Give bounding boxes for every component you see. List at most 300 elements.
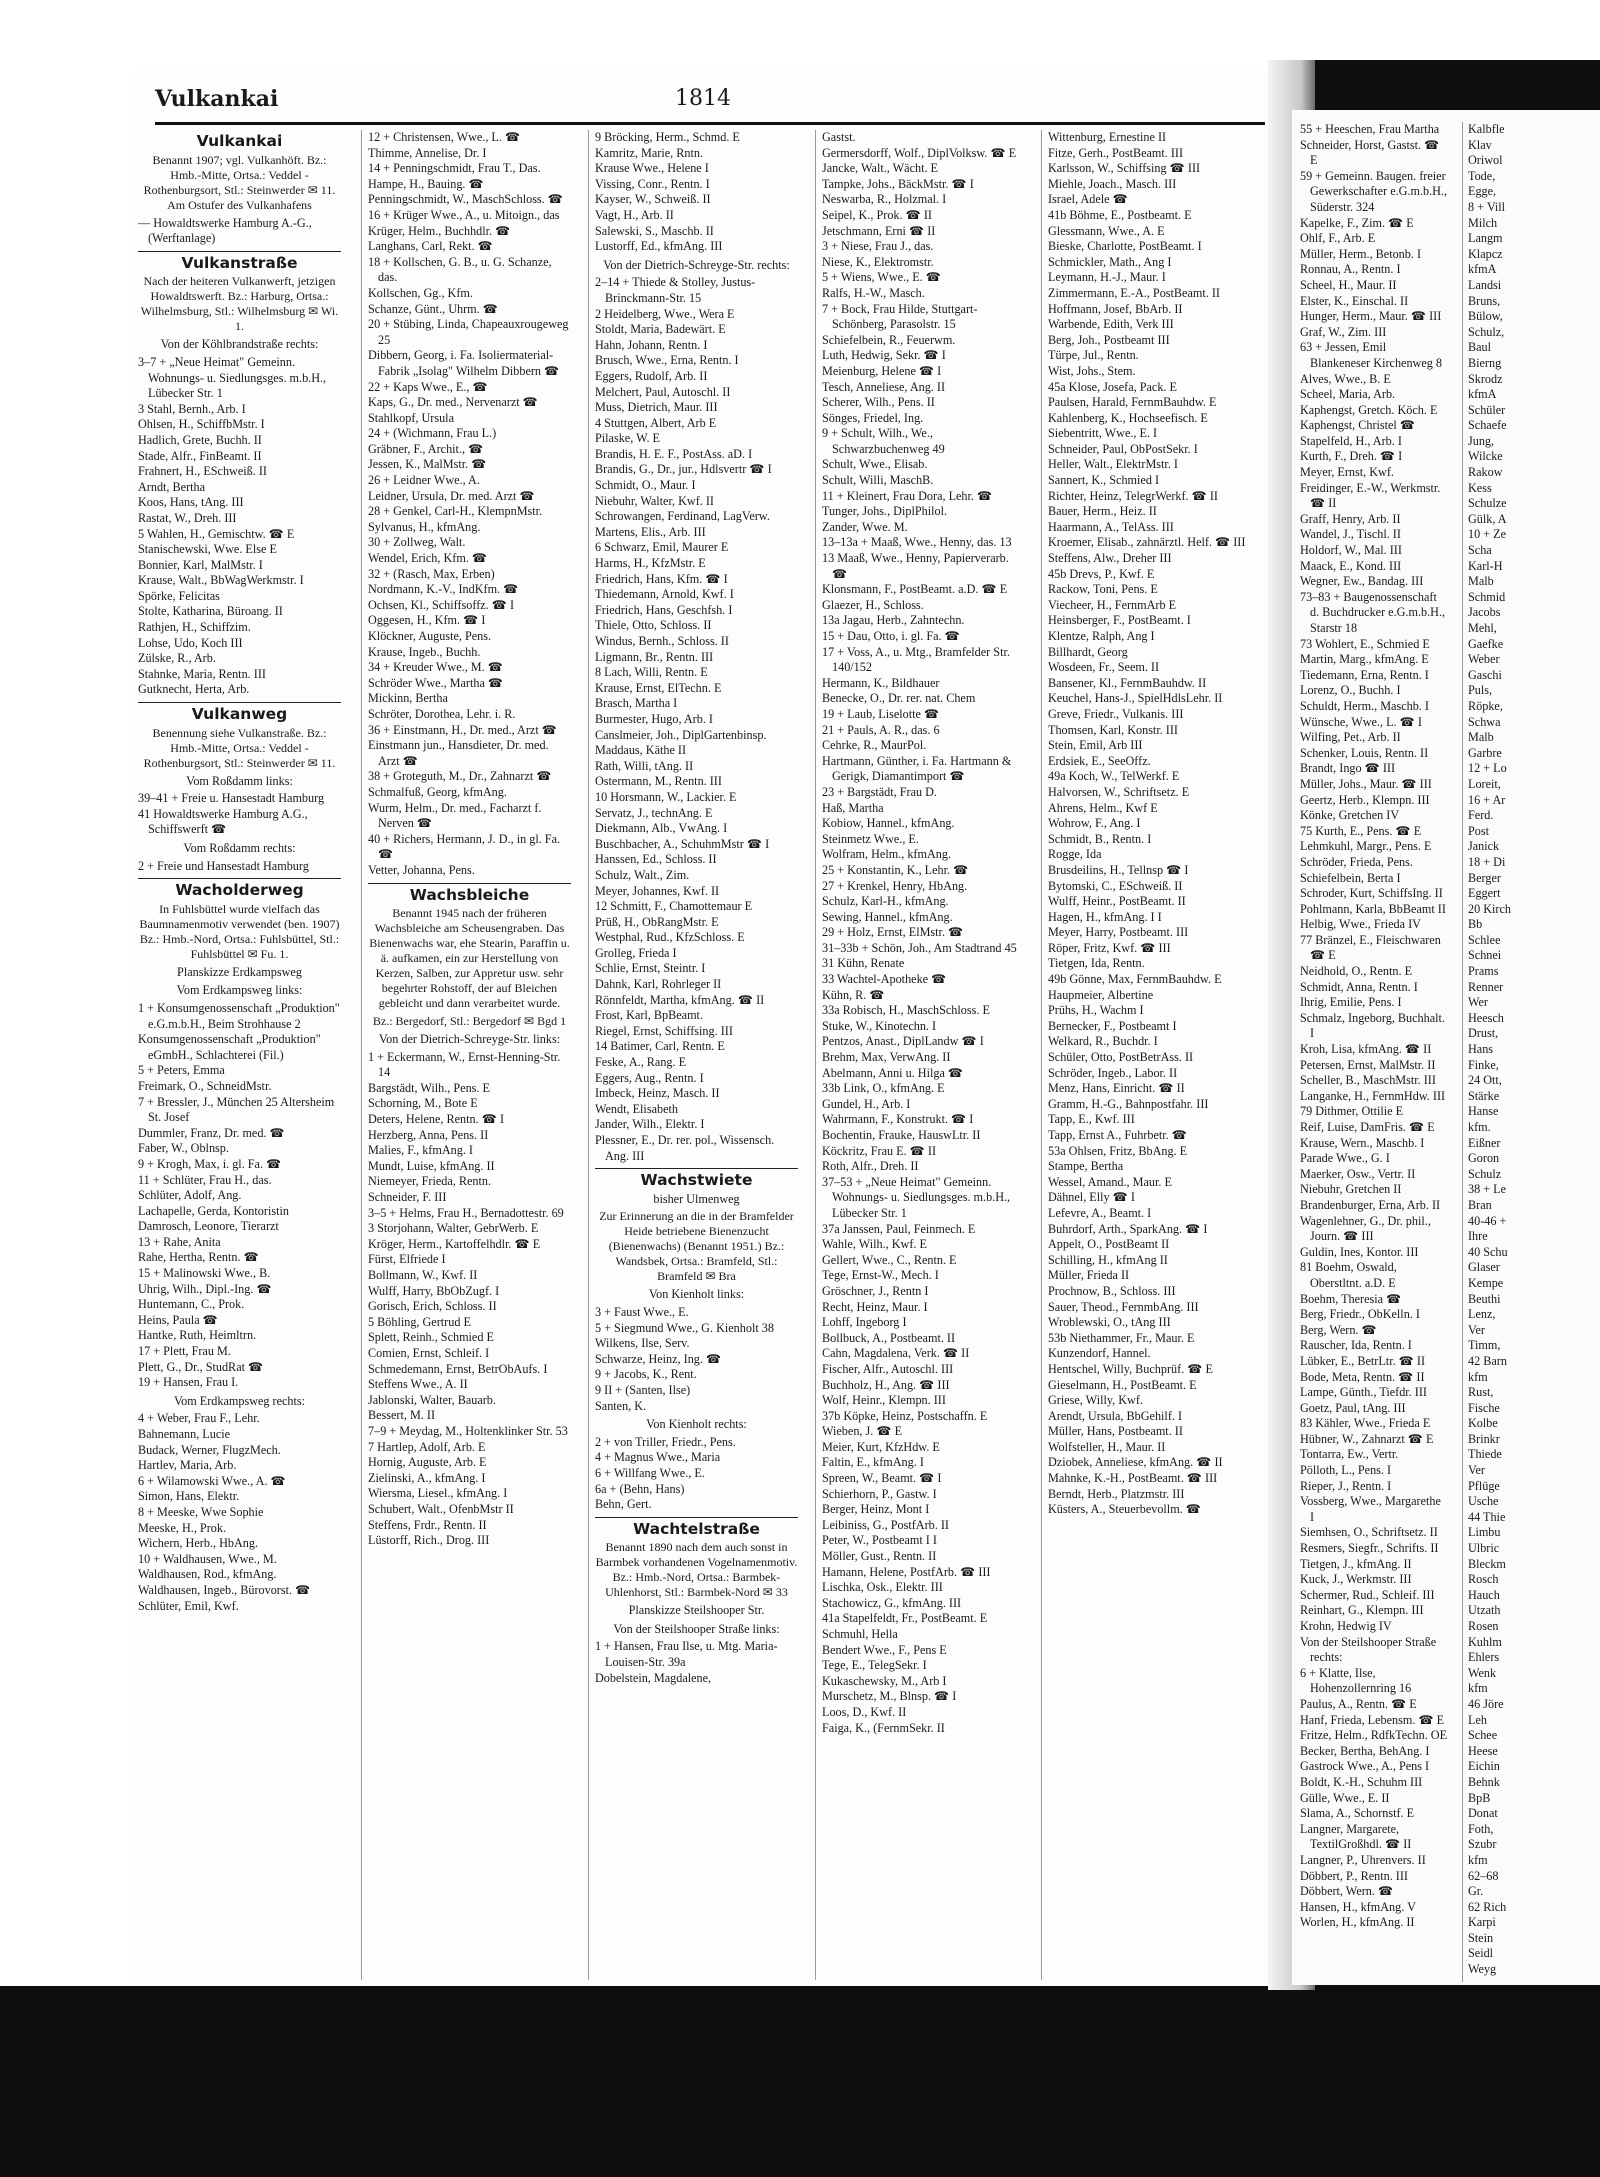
resident-entry: 81 Boehm, Oswald, Oberstltnt. a.D. E xyxy=(1300,1260,1397,1290)
street-description: Benannt 1907; vgl. Vulkanhöft. Bz.: Hmb.-Mitte, Ortsa.: Veddel - Rothenburgsort, Stl.: Steinwerder ✉ 11. Am Ostufer des Vulkanhafens xyxy=(143,152,336,212)
resident-entry: Bleckm xyxy=(1468,1556,1506,1571)
resident-entry: Plessner, E., Dr. rer. pol., Wissensch. Ang. III xyxy=(595,1133,775,1163)
resident-entry: Bahnemann, Lucie xyxy=(138,1427,231,1441)
resident-entry: Brandis, H. E. F., PostAss. aD. I xyxy=(595,446,753,461)
resident-entry: Klonsmann, F., PostBeamt. a.D. ☎ E xyxy=(822,582,1008,597)
resident-entry: Damrosch, Leonore, Tierarzt xyxy=(138,1219,279,1234)
resident-entry: 75 Kurth, E., Pens. ☎ E xyxy=(1300,823,1422,838)
resident-entry: Prüß, H., ObRangMstr. E xyxy=(595,914,719,929)
resident-entry: Heinsberger, F., PostBeamt. I xyxy=(1048,613,1191,628)
resident-entry: 11 + Schlüter, Frau H., das. xyxy=(138,1172,272,1187)
resident-entry: Schult, Willi, MaschB. xyxy=(822,473,934,488)
resident-entry: 16 + Krüger Wwe., A., u. Mitoign., das xyxy=(368,207,560,222)
resident-entry: Prochnow, B., Schloss. III xyxy=(1048,1283,1176,1298)
resident-entry: Neswarba, R., Holzmal. I xyxy=(822,192,947,207)
resident-entry: 20 + Stübing, Linda, Chapeauxrougeweg 25 xyxy=(368,317,569,347)
resident-entry: Usche xyxy=(1468,1494,1499,1509)
resident-entry: Murschetz, M., Blnsp. ☎ I xyxy=(822,1689,957,1704)
resident-entry: Bran xyxy=(1468,1197,1492,1212)
resident-entry: Pohlmann, Karla, BbBeamt II xyxy=(1300,901,1446,916)
resident-entry: Rathjen, H., Schiffzim. xyxy=(138,620,251,635)
resident-entry: Jacobs xyxy=(1468,605,1501,620)
resident-entry: Dahnk, Karl, Rohrleger II xyxy=(595,977,722,992)
resident-entry: Rauscher, Ida, Rentn. I xyxy=(1300,1338,1412,1353)
direction-subheading: Vom Roßdamm links: xyxy=(186,773,293,788)
resident-entry: Ostermann, M., Rentn. III xyxy=(595,774,722,789)
resident-entry: Schmedemann, Ernst, BetrObAufs. I xyxy=(368,1361,548,1376)
resident-entry: Dummler, Franz, Dr. med. ☎ xyxy=(138,1125,285,1140)
resident-entry: Faiga, K., (FernmSekr. II xyxy=(822,1720,945,1735)
resident-entry: Rath, Willi, tAng. II xyxy=(595,758,694,773)
resident-entry: 73–83 + Baugenossenschaft d. Buchdrucker e.G.m.b.H., Starstr 18 xyxy=(1300,589,1446,635)
resident-entry: 10 + Waldhausen, Wwe., M. xyxy=(138,1551,277,1566)
resident-entry: Stuke, W., Kinotechn. I xyxy=(822,1018,937,1033)
resident-entry: 10 + Ze xyxy=(1468,527,1507,542)
resident-entry: Brehm, Max, VerwAng. II xyxy=(822,1050,951,1065)
resident-entry: Rogge, Ida xyxy=(1048,847,1102,862)
resident-entry: Ohlf, F., Arb. E xyxy=(1300,231,1376,246)
resident-entry: 10 Horsmann, W., Lackier. E xyxy=(595,789,737,804)
resident-entry: Garbre xyxy=(1468,745,1502,760)
resident-entry: Diekmann, Alb., VwAng. I xyxy=(595,821,728,836)
resident-entry: Gieselmann, H., PostBeamt. E xyxy=(1048,1377,1197,1392)
resident-entry: Tege, Ernst-W., Mech. I xyxy=(822,1268,939,1283)
resident-entry: Brusch, Wwe., Erna, Rentn. I xyxy=(595,353,739,368)
resident-entry: Finke, xyxy=(1468,1057,1499,1072)
resident-entry: Egge, xyxy=(1468,184,1497,199)
resident-entry: Eggers, Aug., Rentn. I xyxy=(595,1070,704,1085)
resident-entry: 63 + Jessen, Emil Blankeneser Kirchenweg 8 xyxy=(1300,340,1442,370)
resident-entry: Hornig, Auguste, Arb. E xyxy=(368,1455,487,1470)
resident-entry: 4 Stuttgen, Albert, Arb E xyxy=(595,415,717,430)
resident-entry: Köckritz, Frau E. ☎ II xyxy=(822,1143,937,1158)
resident-entry: Schermer, Rud., Schleif. III xyxy=(1300,1587,1435,1602)
resident-entry: Kobiow, Hannel., kfmAng. xyxy=(822,816,955,831)
resident-entry: 9 Bröcking, Herm., Schmd. E xyxy=(595,130,740,144)
resident-entry: Friedrich, Hans, Kfm. ☎ I xyxy=(595,571,728,586)
resident-entry: Jablonski, Walter, Bauarb. xyxy=(368,1392,496,1407)
resident-entry: Loreit, xyxy=(1468,776,1501,791)
resident-entry: Graf, W., Zim. III xyxy=(1300,324,1387,339)
resident-entry: Friedrich, Hans, Geschfsh. I xyxy=(595,602,733,617)
resident-entry: Lohse, Udo, Koch III xyxy=(138,635,243,650)
resident-entry: Eggers, Rudolf, Arb. II xyxy=(595,368,708,383)
resident-entry: Kess xyxy=(1468,480,1492,495)
resident-entry: Sylvanus, H., kfmAng. xyxy=(368,519,481,534)
resident-entry: Leibiniss, G., PostfArb. II xyxy=(822,1517,949,1532)
resident-entry: 29 + Holz, Ernst, ElMstr. ☎ xyxy=(822,925,964,940)
resident-entry: Jessen, K., MalMstr. ☎ xyxy=(368,457,487,472)
resident-entry: 42 Barn xyxy=(1468,1353,1507,1368)
resident-entry: Viecheer, H., FernmArb E xyxy=(1048,597,1177,612)
street-description: Benannt 1945 nach der früheren Wachsbleiche am Scheusengraben. Das Bienenwachs war, ehe Stearin, Paraffin u. ä. aufkamen, ein zur Herstellung von Kerzen, Salben, zur Appretur usw. sehr begehrter Rohstoff, der auf Bleichen gebleicht und dann verarbeitet wurde. xyxy=(369,906,570,1011)
resident-entry: Stachowicz, G., kfmAng. III xyxy=(822,1595,962,1610)
resident-entry: Reinhart, G., Klempn. III xyxy=(1300,1603,1424,1618)
resident-entry: Wolfram, Helm., kfmAng. xyxy=(822,847,951,862)
resident-entry: kfm xyxy=(1468,1852,1488,1867)
resident-entry: Rosen xyxy=(1468,1619,1499,1633)
resident-entry: Arendt, Ursula, BbGehilf. I xyxy=(1048,1408,1183,1423)
resident-entry: Warbende, Edith, Verk III xyxy=(1048,317,1174,332)
direction-subheading: Von der Steilshooper Straße links: xyxy=(613,1621,780,1636)
resident-entry: Lohff, Ingeborg I xyxy=(822,1315,907,1330)
resident-entry: Malb xyxy=(1468,730,1494,745)
resident-entry: Pölloth, L., Pens. I xyxy=(1300,1463,1392,1478)
resident-entry: Niese, K., Elektromstr. xyxy=(822,254,934,269)
resident-entry: Kamritz, Marie, Rntn. xyxy=(595,145,703,160)
resident-entry: 45b Drevs, P., Kwf. E xyxy=(1048,566,1155,581)
resident-entry: Riegel, Ernst, Schiffsing. III xyxy=(595,1023,733,1038)
resident-entry: Kayser, W., Schweiß. II xyxy=(595,192,711,207)
resident-entry: 15 + Dau, Otto, i. gl. Fa. ☎ xyxy=(822,629,960,643)
resident-entry: Ahrens, Helm., Kwf E xyxy=(1048,800,1158,815)
resident-entry: 13 Maaß, Wwe., Henny, Papierverarb. ☎ xyxy=(822,551,1009,581)
resident-entry: Maerker, Osw., Vertr. II xyxy=(1300,1166,1416,1181)
resident-entry: Fitze, Gerh., PostBeamt. III xyxy=(1048,145,1184,160)
resident-entry: Bonnier, Karl, MalMstr. I xyxy=(138,557,263,572)
resident-entry: Lachapelle, Gerda, Kontoristin xyxy=(138,1203,289,1218)
resident-entry: Vagt, H., Arb. II xyxy=(595,207,674,222)
resident-entry: 27 + Krenkel, Henry, HbAng. xyxy=(822,878,968,893)
resident-entry: Wolfsteller, H., Maur. II xyxy=(1048,1439,1166,1454)
resident-entry: Kollschen, Gg., Kfm. xyxy=(368,285,473,300)
resident-entry: Imbeck, Heinz, Masch. II xyxy=(595,1086,720,1101)
resident-entry: Siemhsen, O., Schriftsetz. II xyxy=(1300,1525,1438,1540)
resident-entry: Schneider, Paul, ObPostSekr. I xyxy=(1048,441,1198,456)
resident-entry: Krause, Ingeb., Buchh. xyxy=(368,644,481,659)
resident-entry: Lampe, Günth., Tiefdr. III xyxy=(1300,1385,1427,1400)
resident-entry: Landsi xyxy=(1468,277,1502,292)
resident-entry: Brandt, Ingo ☎ III xyxy=(1300,761,1396,776)
resident-entry: 33a Robisch, H., MaschSchloss. E xyxy=(822,1003,990,1018)
resident-entry: Konsumgenossenschaft „Produktion" eGmbH., Schlachterei (Fil.) xyxy=(138,1032,321,1062)
resident-entry: Loos, D., Kwf. II xyxy=(822,1704,907,1719)
resident-entry: Lenz, xyxy=(1468,1307,1496,1322)
resident-entry: Timm, xyxy=(1468,1338,1501,1353)
resident-entry: Brinkr xyxy=(1468,1431,1500,1446)
resident-entry: Langhans, Carl, Rekt. ☎ xyxy=(368,239,493,254)
resident-entry: Goron xyxy=(1468,1151,1500,1166)
resident-entry: Parade Wwe., G. I xyxy=(1300,1151,1390,1166)
resident-entry: Skrodz xyxy=(1468,371,1503,386)
resident-entry: Wer xyxy=(1468,995,1488,1010)
resident-entry: Eichin xyxy=(1468,1759,1500,1774)
resident-entry: Oriwol xyxy=(1468,153,1503,168)
resident-entry: Beuthi xyxy=(1468,1291,1501,1306)
resident-entry: Schmidt, Anna, Rentn. I xyxy=(1300,979,1418,994)
resident-entry: 1 + Konsumgenossenschaft „Produktion" e.G.m.b.H., Beim Strohhause 2 xyxy=(138,1000,340,1031)
resident-entry: Germersdorff, Wolf., DiplVolksw. ☎ E xyxy=(822,145,1017,160)
resident-entry: Schnei xyxy=(1468,948,1502,963)
resident-entry: 38 + Le xyxy=(1468,1182,1507,1197)
resident-entry: Rieper, J., Rentn. I xyxy=(1300,1478,1392,1493)
resident-entry: Rönnfeldt, Martha, kfmAng. ☎ II xyxy=(595,992,765,1007)
resident-entry: Heese xyxy=(1468,1743,1498,1758)
street-description: Benannt 1890 nach dem auch sonst in Barmbek vorhandenen Vogelnamenmotiv. Bz.: Hmb.-Nord, Ortsa.: Barmbek-Uhlenhorst, Stl.: Barmbek-Nord ✉ 33 xyxy=(595,1540,798,1600)
resident-entry: 3 Stahl, Bernh., Arb. I xyxy=(138,401,246,416)
resident-entry: Gastrock Wwe., A., Pens I xyxy=(1300,1759,1430,1774)
resident-entry: Gülk, A xyxy=(1468,511,1507,526)
resident-entry: Martens, Elis., Arb. III xyxy=(595,524,706,539)
resident-entry: Stanischewski, Wwe. Else E xyxy=(138,542,277,557)
resident-entry: 17 + Plett, Frau M. xyxy=(138,1344,231,1359)
resident-entry: Wünsche, Wwe., L. ☎ I xyxy=(1300,714,1422,729)
resident-entry: Muss, Dietrich, Maur. III xyxy=(595,400,718,415)
resident-entry: Bieske, Charlotte, PostBeamt. I xyxy=(1048,239,1202,254)
resident-entry: Cehrke, R., MaurPol. xyxy=(822,738,927,753)
resident-entry: Niemeyer, Frieda, Rentn. xyxy=(368,1174,492,1189)
resident-entry: Jetschmann, Erni ☎ II xyxy=(822,223,936,238)
resident-entry: Lüstorff, Rich., Drog. III xyxy=(368,1533,490,1548)
resident-entry: 7 Hartlep, Adolf, Arb. E xyxy=(368,1439,486,1454)
resident-entry: Bochentin, Frauke, HauswLtr. II xyxy=(822,1128,981,1142)
resident-entry: Bernecker, F., Postbeamt I xyxy=(1048,1018,1177,1033)
resident-entry: Bode, Meta, Rentn. ☎ II xyxy=(1300,1369,1425,1384)
resident-entry: Bruns, xyxy=(1468,293,1501,308)
resident-entry: Bierng xyxy=(1468,355,1502,370)
resident-entry: Tode, xyxy=(1468,168,1496,183)
resident-entry: Gr. xyxy=(1468,1884,1484,1899)
resident-entry: Becker, Bertha, BehAng. I xyxy=(1300,1743,1430,1758)
resident-entry: Rahe, Hertha, Rentn. ☎ xyxy=(138,1250,259,1265)
resident-entry: Vetter, Johanna, Pens. xyxy=(368,862,475,877)
resident-entry: Wegner, Ew., Bandag. III xyxy=(1300,574,1424,589)
resident-entry: Klav xyxy=(1468,137,1492,152)
resident-entry: Gaschi xyxy=(1468,667,1502,682)
resident-entry: Leh xyxy=(1468,1712,1487,1727)
directory-column-4 xyxy=(815,130,1025,1980)
resident-entry: 6a + (Behn, Hans) xyxy=(595,1481,685,1496)
resident-entry: Post xyxy=(1468,823,1490,838)
resident-entry: Schee xyxy=(1468,1728,1498,1743)
resident-entry: Ihre xyxy=(1468,1229,1488,1244)
resident-entry: Haß, Martha xyxy=(822,800,884,815)
resident-entry: 5 + Wiens, Wwe., E. ☎ xyxy=(822,270,941,285)
direction-subheading: Von der Dietrich-Schreyge-Str. links: xyxy=(378,1032,561,1047)
resident-entry: Brandenburger, Erna, Arb. II xyxy=(1300,1197,1441,1212)
directory-page-right xyxy=(1292,110,1600,1985)
resident-entry: 53a Ohlsen, Fritz, BbAng. E xyxy=(1048,1143,1188,1158)
resident-entry: 14 Batimer, Carl, Rentn. E xyxy=(595,1039,725,1054)
resident-entry: 31 Kühn, Renate xyxy=(822,956,905,971)
resident-entry: 79 Dithmer, Ottilie E xyxy=(1300,1104,1404,1119)
resident-entry: Seipel, K., Prok. ☎ II xyxy=(822,207,932,222)
resident-entry: kfm xyxy=(1468,1369,1488,1384)
resident-entry: Kaps, G., Dr. med., Nervenarzt ☎ xyxy=(368,395,538,410)
resident-entry: Hauch xyxy=(1468,1587,1500,1602)
resident-entry: Rastat, W., Dreh. III xyxy=(138,510,237,525)
resident-entry: Mahnke, K.-H., PostBeamt. ☎ III xyxy=(1048,1471,1218,1486)
resident-entry: Scha xyxy=(1468,543,1492,558)
resident-entry: Windus, Bernh., Schloss. II xyxy=(595,634,729,648)
resident-entry: Gräbner, F., Archit., ☎ xyxy=(368,441,484,456)
resident-entry: 19 + Laub, Liselotte ☎ xyxy=(822,706,940,721)
resident-entry: 5 Böhling, Gertrud E xyxy=(368,1314,471,1329)
right-page-column-1 xyxy=(1300,122,1448,1982)
resident-entry: Schüler, Otto, PostBetrAss. II xyxy=(1048,1050,1194,1065)
resident-entry: Schlüter, Emil, Kwf. xyxy=(138,1598,239,1613)
resident-entry: 5 Wahlen, H., Gemischtw. ☎ E xyxy=(138,526,295,541)
resident-entry: Langner, P., Uhrenvers. II xyxy=(1300,1852,1426,1867)
resident-entry: Stahnke, Maria, Rentn. III xyxy=(138,666,266,681)
resident-entry: Wiersma, Liesel., kfmAng. I xyxy=(368,1486,508,1501)
resident-entry: kfmA xyxy=(1468,387,1497,402)
resident-entry: Jander, Wilh., Elektr. I xyxy=(595,1117,705,1132)
resident-entry: Canslmeier, Joh., DiplGartenbinsp. xyxy=(595,727,767,742)
resident-entry: Servatz, J., technAng. E xyxy=(595,805,713,820)
resident-entry: Tampke, Johs., BäckMstr. ☎ I xyxy=(822,176,974,191)
resident-entry: 4 + Magnus Wwe., Maria xyxy=(595,1450,721,1465)
resident-entry: Hartlev, Maria, Arb. xyxy=(138,1458,237,1473)
resident-entry: Bollbuck, A., Postbeamt. II xyxy=(822,1330,956,1345)
resident-entry: Stolte, Katharina, Büroang. II xyxy=(138,604,283,619)
resident-entry: Lefevre, A., Beamt. I xyxy=(1048,1205,1152,1220)
resident-entry: 73 Wohlert, E., Schmied E xyxy=(1300,636,1430,651)
resident-entry: Türpe, Jul., Rentn. xyxy=(1048,348,1139,363)
resident-entry: Oggesen, H., Kfm. ☎ I xyxy=(368,613,486,628)
directory-column-5 xyxy=(1041,130,1251,1980)
resident-entry: Wahrmann, F., Konstrukt. ☎ I xyxy=(822,1112,974,1127)
resident-entry: Gaefke xyxy=(1468,636,1504,651)
resident-entry: Pentzos, Anast., DiplLandw ☎ I xyxy=(822,1034,984,1049)
resident-entry: Thiele, Otto, Schloss. II xyxy=(595,618,712,633)
resident-entry: Glaezer, H., Schloss. xyxy=(822,597,924,612)
resident-entry: 62–68 xyxy=(1468,1868,1499,1883)
resident-entry: 37b Köpke, Heinz, Postschaffn. E xyxy=(822,1408,988,1423)
resident-entry: Schorning, M., Bote E xyxy=(368,1096,478,1111)
resident-entry: Worlen, H., kfmAng. II xyxy=(1300,1915,1415,1930)
resident-entry: Wandel, J., Tischl. II xyxy=(1300,527,1401,542)
resident-entry: Sönges, Friedel, Ing. xyxy=(822,410,924,425)
resident-entry: Krause, Ernst, ElTechn. E xyxy=(595,680,722,695)
resident-entry: 11 + Kleinert, Frau Dora, Lehr. ☎ xyxy=(822,488,993,503)
resident-entry: Martin, Marg., kfmAng. E xyxy=(1300,652,1429,667)
resident-entry: Szubr xyxy=(1468,1837,1497,1852)
resident-entry: Schmickler, Math., Ang I xyxy=(1048,254,1172,269)
running-title: Vulkankai xyxy=(155,86,279,112)
resident-entry: Heins, Paula ☎ xyxy=(138,1312,218,1327)
resident-entry: Huntemann, C., Prok. xyxy=(138,1297,245,1312)
resident-entry: Goetz, Paul, tAng. III xyxy=(1300,1400,1406,1415)
resident-entry: 3 + Niese, Frau J., das. xyxy=(822,239,934,254)
resident-entry: Salewski, S., Maschb. II xyxy=(595,223,714,238)
resident-entry: Hansen, H., kfmAng. V xyxy=(1300,1899,1416,1914)
resident-entry: Glessmann, Wwe., A. E xyxy=(1048,223,1165,238)
resident-entry: Hoffmann, Josef, BbArb. II xyxy=(1048,301,1183,316)
resident-entry: Tapp, E., Kwf. III xyxy=(1048,1112,1135,1127)
resident-entry: Steffens Wwe., A. II xyxy=(368,1377,468,1392)
resident-entry: Koos, Hans, tAng. III xyxy=(138,495,244,510)
resident-entry: 28 + Genkel, Carl-H., KlempnMstr. xyxy=(368,504,543,519)
resident-entry: Berger xyxy=(1468,870,1501,885)
resident-entry: 18 + Kollschen, G. B., u. G. Schanze, das. xyxy=(368,254,552,285)
resident-entry: 8 + Vill xyxy=(1468,199,1506,214)
resident-entry: Arndt, Bertha xyxy=(138,479,206,494)
resident-entry: Klentze, Ralph, Ang I xyxy=(1048,629,1155,643)
resident-entry: Schulz, Walt., Zim. xyxy=(595,867,690,882)
resident-entry: Tietgen, Ida, Rentn. xyxy=(1048,956,1145,971)
scan-background-bottom xyxy=(0,1986,1600,2177)
resident-entry: Fürst, Elfriede I xyxy=(368,1252,446,1267)
resident-entry: Schröter, Dorothea, Lehr. i. R. xyxy=(368,706,516,721)
resident-entry: 49a Koch, W., TelWerkf. E xyxy=(1048,769,1180,784)
resident-entry: Greve, Friedr., Vulkanis. III xyxy=(1048,706,1184,721)
resident-entry: Röper, Fritz, Kwf. ☎ III xyxy=(1048,940,1171,955)
resident-entry: Thiedemann, Arnold, Kwf. I xyxy=(595,587,734,602)
resident-entry: Ferd. xyxy=(1468,808,1494,823)
page-number: 1814 xyxy=(675,86,731,111)
resident-entry: Pflüge xyxy=(1468,1478,1500,1493)
resident-entry: Dähnel, Elly ☎ I xyxy=(1048,1190,1135,1205)
resident-entry: 33b Link, O., kfmAng. E xyxy=(822,1081,945,1096)
resident-entry: Scherer, Wilh., Pens. II xyxy=(822,395,935,410)
resident-entry: Leidner, Ursula, Dr. med. Arzt ☎ xyxy=(368,488,535,503)
resident-entry: kfm. xyxy=(1468,1120,1491,1134)
resident-entry: 14 + Penningschmidt, Frau T., Das. xyxy=(368,161,541,176)
resident-entry: Splett, Reinh., Schmied E xyxy=(368,1330,494,1345)
resident-entry: Wessel, Amand., Maur. E xyxy=(1048,1174,1172,1189)
resident-entry: Tietgen, J., kfmAng. II xyxy=(1300,1556,1412,1571)
resident-entry: Haupmeier, Albertine xyxy=(1048,987,1154,1002)
resident-entry: Ver xyxy=(1468,1463,1485,1478)
resident-entry: Buhrdorf, Arth., SparkAng. ☎ I xyxy=(1048,1221,1208,1236)
resident-entry: Fischer, Alfr., Autoschl. III xyxy=(822,1361,954,1376)
resident-entry: Glaser xyxy=(1468,1260,1500,1275)
resident-entry: 22 + Kaps Wwe., E., ☎ xyxy=(368,379,488,394)
resident-entry: Gramm, H.-G., Bahnpostfahr. III xyxy=(1048,1096,1209,1111)
resident-entry: Siebentritt, Wwe., E. I xyxy=(1048,426,1158,441)
resident-entry: Leymann, H.-J., Maur. I xyxy=(1048,270,1166,285)
resident-entry: Kurth, F., Dreh. ☎ I xyxy=(1300,449,1403,464)
resident-entry: Kukaschewsky, M., Arb I xyxy=(822,1673,947,1688)
direction-subheading: Von der Dietrich-Schreyge-Str. rechts: xyxy=(603,257,790,272)
street-heading: Wachtelstraße xyxy=(595,1517,798,1538)
resident-entry: Meyer, Johannes, Kwf. II xyxy=(595,883,720,898)
resident-entry: Schlie, Ernst, Steintr. I xyxy=(595,961,706,976)
resident-entry: Küsters, A., Steuerbevollm. ☎ xyxy=(1048,1502,1201,1517)
resident-entry: Schubert, Walt., OfenbMstr II xyxy=(368,1501,514,1516)
resident-entry: Frahnert, H., ESchweiß. II xyxy=(138,464,267,479)
resident-entry: Hunger, Herm., Maur. ☎ III xyxy=(1300,309,1442,324)
resident-entry: Gundel, H., Arb. I xyxy=(822,1096,911,1111)
resident-entry: kfmA xyxy=(1468,262,1497,277)
resident-entry: Neidhold, O., Rentn. E xyxy=(1300,964,1413,979)
resident-entry: Slama, A., Schornstf. E xyxy=(1300,1806,1415,1821)
resident-entry: Hahn, Johann, Rentn. I xyxy=(595,337,708,352)
resident-entry: 53b Niethammer, Fr., Maur. E xyxy=(1048,1330,1195,1345)
resident-entry: Müller, Hans, Postbeamt. II xyxy=(1048,1424,1183,1439)
resident-entry: Karlsson, W., Schiffsing ☎ III xyxy=(1048,161,1201,176)
resident-entry: 19 + Hansen, Frau I. xyxy=(138,1375,239,1390)
resident-entry: Thiede xyxy=(1468,1447,1502,1462)
resident-entry: Hanssen, Ed., Schloss. II xyxy=(595,852,717,867)
resident-entry: Berg, Wern. ☎ xyxy=(1300,1322,1377,1337)
resident-entry: Hamann, Helene, PostfArb. ☎ III xyxy=(822,1564,991,1579)
resident-entry: Steffens, Alw., Dreher III xyxy=(1048,551,1172,566)
resident-entry: Schierhorn, P., Gastw. I xyxy=(822,1486,937,1501)
resident-entry: Janick xyxy=(1468,839,1500,854)
resident-entry: Ihrig, Emilie, Pens. I xyxy=(1300,995,1402,1010)
resident-entry: Wohrow, F., Ang. I xyxy=(1048,816,1141,831)
direction-subheading: Von der Köhlbrandstraße rechts: xyxy=(160,337,319,352)
resident-entry: Bülow, xyxy=(1468,309,1503,324)
resident-entry: Krause, Wern., Maschb. I xyxy=(1300,1135,1425,1150)
resident-entry: 7 + Bressler, J., München 25 Altersheim St. Josef xyxy=(138,1094,335,1125)
resident-entry: Billhardt, Georg xyxy=(1048,644,1128,659)
resident-entry: Berger, Heinz, Mont I xyxy=(822,1502,930,1517)
resident-entry: Seidl xyxy=(1468,1946,1494,1961)
resident-entry: Bargstädt, Wilh., Pens. E xyxy=(368,1080,490,1095)
